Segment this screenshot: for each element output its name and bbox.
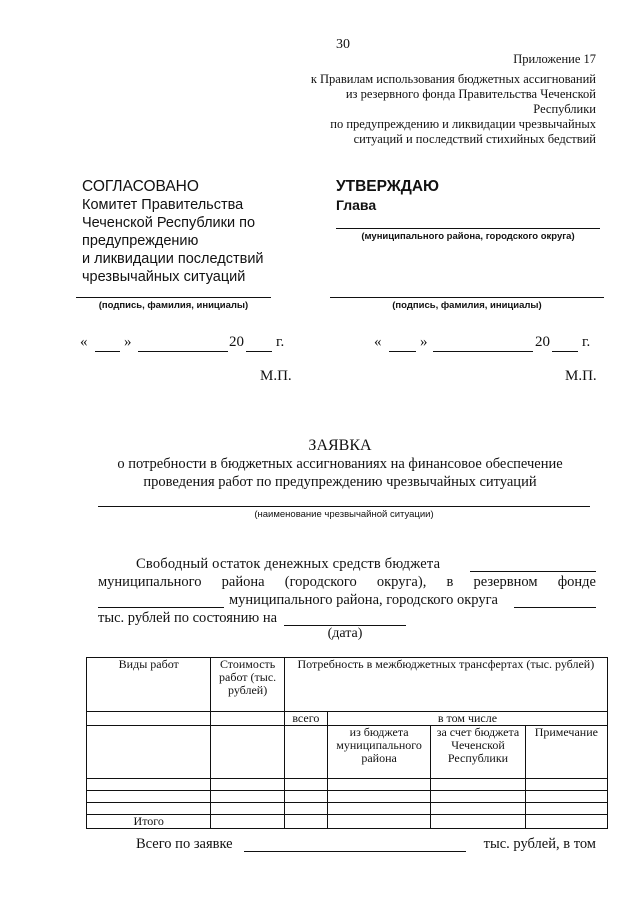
needs-table (86, 657, 608, 829)
agreed-month-line (138, 351, 228, 352)
header-note: Примечание (525, 726, 607, 779)
approve-year-suffix: г. (582, 334, 591, 350)
agreed-date-open: « (80, 334, 88, 350)
agreed-seal: М.П. (260, 368, 292, 384)
approve-seal: М.П. (565, 368, 597, 384)
agreed-signature-line (76, 297, 271, 298)
header-work-types: Виды работ (87, 658, 211, 712)
total-label: Итого (87, 815, 211, 829)
approve-signature-line (330, 297, 604, 298)
paragraph-line-3: муниципального района, городского округа (229, 592, 498, 608)
table-cell (284, 726, 327, 779)
appendix-line: по предупреждению и ликвидации чрезвычайных (330, 117, 596, 131)
agreed-line: чрезвычайных ситуаций (82, 269, 246, 285)
word: района (221, 574, 265, 590)
appendix-line: к Правилам использования бюджетных ассигнований (310, 72, 596, 86)
footer-suffix: тыс. рублей, в том (483, 836, 596, 852)
agreed-block (82, 178, 264, 286)
approve-year-line (552, 351, 578, 352)
agreed-line: и ликвидации последствий (82, 251, 264, 267)
agreed-day-line (95, 351, 120, 352)
table-row (87, 791, 608, 803)
header-total: всего (284, 712, 327, 726)
word: округа), (376, 574, 427, 590)
approve-day-line (389, 351, 416, 352)
approve-month-line (433, 351, 533, 352)
amount-line (514, 607, 596, 608)
request-title: ЗАЯВКА (308, 437, 372, 454)
approve-date-close: » (420, 334, 428, 350)
word: муниципального (98, 574, 202, 590)
role-underline (336, 228, 600, 229)
word: в (446, 574, 454, 590)
footer-total-line (244, 851, 466, 852)
request-subtitle-2: проведения работ по предупреждению чрезвычайных ситуаций (143, 474, 537, 490)
situation-caption: (наименование чрезвычайной ситуации) (254, 509, 434, 520)
agreed-date-close: » (124, 334, 132, 350)
header-cost: Стоимость работ (тыс. рублей) (211, 658, 284, 712)
word: (городского (284, 574, 357, 590)
header-need: Потребность в межбюджетных трансфертах (тыс. рублей) (284, 658, 607, 712)
header-republic: за счет бюджета Чеченской Республики (431, 726, 525, 779)
approve-date-open: « (374, 334, 382, 350)
paragraph-line-4: тыс. рублей по состоянию на (98, 610, 278, 626)
paragraph-line-1: Свободный остаток денежных средств бюджета (136, 556, 441, 572)
table-row (87, 803, 608, 815)
agreed-year-line (246, 351, 272, 352)
footer-prefix: Всего по заявке (136, 836, 233, 852)
approve-signature-caption: (подпись, фамилия, инициалы) (392, 300, 542, 311)
header-including: в том числе (327, 712, 607, 726)
agreed-signature-caption: (подпись, фамилия, инициалы) (98, 300, 249, 311)
agreed-line: предупреждению (82, 233, 199, 249)
agreed-heading: СОГЛАСОВАНО (82, 178, 199, 195)
agreed-line: Чеченской Республики по (82, 215, 256, 231)
request-subtitle-1: о потребности в бюджетных ассигнованиях на финансовое обеспечение (117, 456, 563, 472)
table-row (87, 779, 608, 791)
agreed-year-suffix: г. (276, 334, 285, 350)
appendix-line: ситуаций и последствий стихийных бедствий (353, 132, 596, 146)
situation-line (98, 506, 590, 507)
role-caption: (муниципального района, городского округа) (361, 231, 575, 242)
appendix-title: Приложение 17 (513, 52, 596, 66)
appendix-line: из резервного фонда Правительства Чеченской Республики (345, 87, 596, 116)
agreed-year-prefix: 20 (229, 334, 244, 350)
table-cell (87, 712, 211, 726)
date-caption: (дата) (327, 626, 363, 641)
agreed-line: Комитет Правительства (82, 197, 244, 213)
balance-line (470, 571, 596, 572)
approve-heading: УТВЕРЖДАЮ (336, 178, 440, 195)
word: фонде (557, 574, 596, 590)
word: резервном (473, 574, 538, 590)
header-municipal: из бюджета муниципального района (327, 726, 430, 779)
appendix-block (300, 52, 596, 147)
approve-role: Глава (336, 197, 377, 213)
table-cell (87, 726, 211, 779)
approve-year-prefix: 20 (535, 334, 550, 350)
fund-line (98, 607, 224, 608)
table-cell (211, 726, 284, 779)
table-total-row (87, 815, 608, 829)
table-cell (211, 712, 284, 726)
page-number: 30 (336, 37, 350, 52)
paragraph-line-2 (98, 574, 596, 591)
